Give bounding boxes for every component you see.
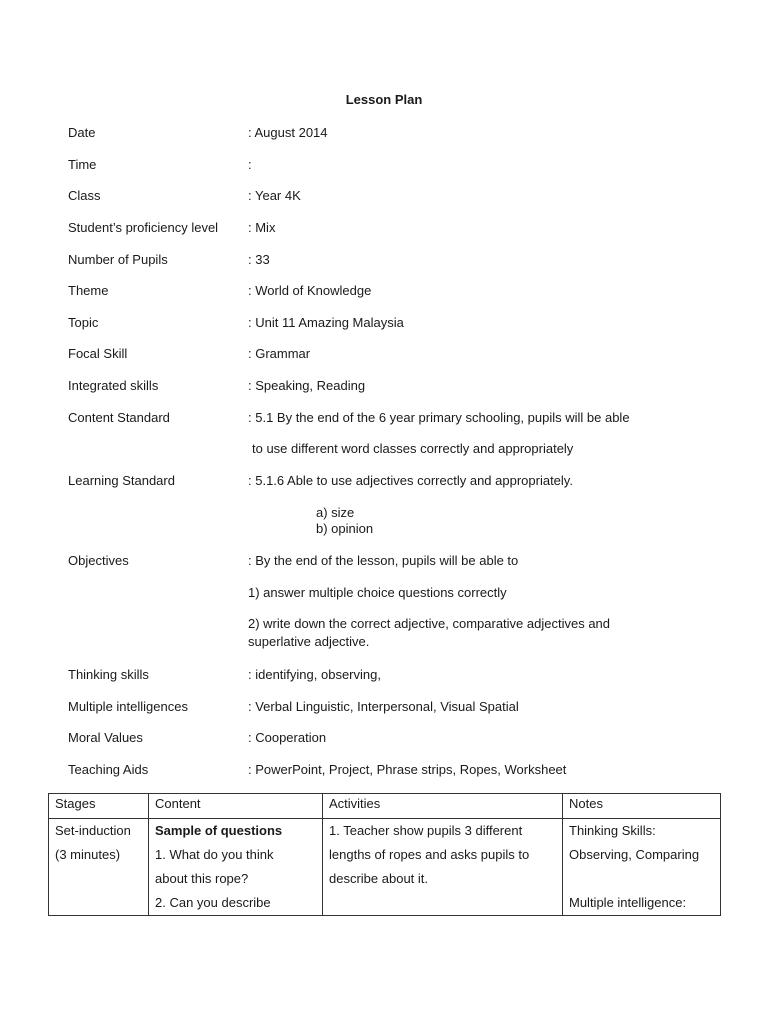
row-label: Learning Standard xyxy=(68,473,175,488)
row-value: : Grammar xyxy=(248,346,311,361)
content-heading: Sample of questions xyxy=(155,823,283,838)
row-pupils xyxy=(68,251,708,269)
stage-cell xyxy=(49,819,149,916)
header-notes: Notes xyxy=(563,794,721,819)
notes-line: Observing, Comparing xyxy=(569,847,700,862)
row-label: Thinking skills xyxy=(68,667,149,682)
notes-line: Multiple intelligence: xyxy=(569,895,687,910)
row-content-standard xyxy=(68,409,708,427)
row-label: Content Standard xyxy=(68,410,170,425)
stage-name: Set-induction xyxy=(55,823,131,838)
header-activities: Activities xyxy=(323,794,563,819)
header-stages: Stages xyxy=(49,794,149,819)
row-teaching-aids xyxy=(68,761,708,779)
learning-standard-list xyxy=(316,505,373,537)
header-content: Content xyxy=(149,794,323,819)
row-theme xyxy=(68,282,708,300)
row-value: : 5.1 By the end of the 6 year primary schooling, pupils will be able xyxy=(248,410,630,425)
row-topic xyxy=(68,314,708,332)
row-label: Integrated skills xyxy=(68,378,159,393)
row-multiple-intelligences xyxy=(68,698,708,716)
content-line: 2. Can you describe xyxy=(155,895,271,910)
activities-line: lengths of ropes and asks pupils to xyxy=(329,847,530,862)
row-value: : PowerPoint, Project, Phrase strips, Ropes, Worksheet xyxy=(248,762,567,777)
table-row xyxy=(49,819,721,916)
stage-duration: (3 minutes) xyxy=(55,847,121,862)
document-title: Lesson Plan xyxy=(345,92,423,107)
row-label: Multiple intelligences xyxy=(68,699,188,714)
row-date xyxy=(68,124,708,142)
row-value: : xyxy=(248,157,252,172)
row-value: : Verbal Linguistic, Interpersonal, Visual Spatial xyxy=(248,699,519,714)
objective-item-2: 2) write down the correct adjective, comparative adjectives and superlative adjective. xyxy=(248,616,611,649)
row-label: Number of Pupils xyxy=(68,252,168,267)
row-label: Teaching Aids xyxy=(68,762,149,777)
row-value: : 33 xyxy=(248,252,270,267)
row-value: : Cooperation xyxy=(248,730,327,745)
content-line: about this rope? xyxy=(155,871,249,886)
row-label: Student’s proficiency level xyxy=(68,220,219,235)
row-value: : August 2014 xyxy=(248,125,328,140)
activities-cell xyxy=(323,819,563,916)
content-cell xyxy=(149,819,323,916)
row-label: Topic xyxy=(68,315,99,330)
row-class xyxy=(68,187,708,205)
notes-line: Thinking Skills: xyxy=(569,823,656,838)
row-proficiency xyxy=(68,219,708,237)
row-label: Theme xyxy=(68,283,109,298)
activities-line: describe about it. xyxy=(329,871,429,886)
row-label: Date xyxy=(68,125,96,140)
row-label: Moral Values xyxy=(68,730,143,745)
lesson-stages-table xyxy=(48,793,721,916)
row-focal-skill xyxy=(68,345,708,363)
notes-cell xyxy=(563,819,721,916)
list-item: a) size xyxy=(316,505,355,520)
row-value: : By the end of the lesson, pupils will be able to xyxy=(248,553,519,568)
row-value: : Year 4K xyxy=(248,188,301,203)
table-header-row xyxy=(49,794,721,819)
activities-line: 1. Teacher show pupils 3 different xyxy=(329,823,523,838)
objective-item-1: 1) answer multiple choice questions correctly xyxy=(248,585,507,600)
row-value: : Speaking, Reading xyxy=(248,378,366,393)
row-value: : World of Knowledge xyxy=(248,283,372,298)
row-learning-standard xyxy=(68,472,708,490)
row-objectives xyxy=(68,552,708,570)
content-line: 1. What do you think xyxy=(155,847,274,862)
row-moral-values xyxy=(68,729,708,747)
row-value: : identifying, observing, xyxy=(248,667,381,682)
row-label: Time xyxy=(68,157,97,172)
row-time xyxy=(68,156,708,174)
content-standard-continuation: to use different word classes correctly and appropriately xyxy=(252,441,574,456)
row-thinking-skills xyxy=(68,666,708,684)
row-label: Objectives xyxy=(68,553,129,568)
row-integrated-skills xyxy=(68,377,708,395)
row-value: : 5.1.6 Able to use adjectives correctly and appropriately. xyxy=(248,473,573,488)
row-label: Class xyxy=(68,188,101,203)
list-item: b) opinion xyxy=(316,521,374,536)
row-label: Focal Skill xyxy=(68,346,128,361)
row-value: : Unit 11 Amazing Malaysia xyxy=(248,315,404,330)
row-value: : Mix xyxy=(248,220,276,235)
